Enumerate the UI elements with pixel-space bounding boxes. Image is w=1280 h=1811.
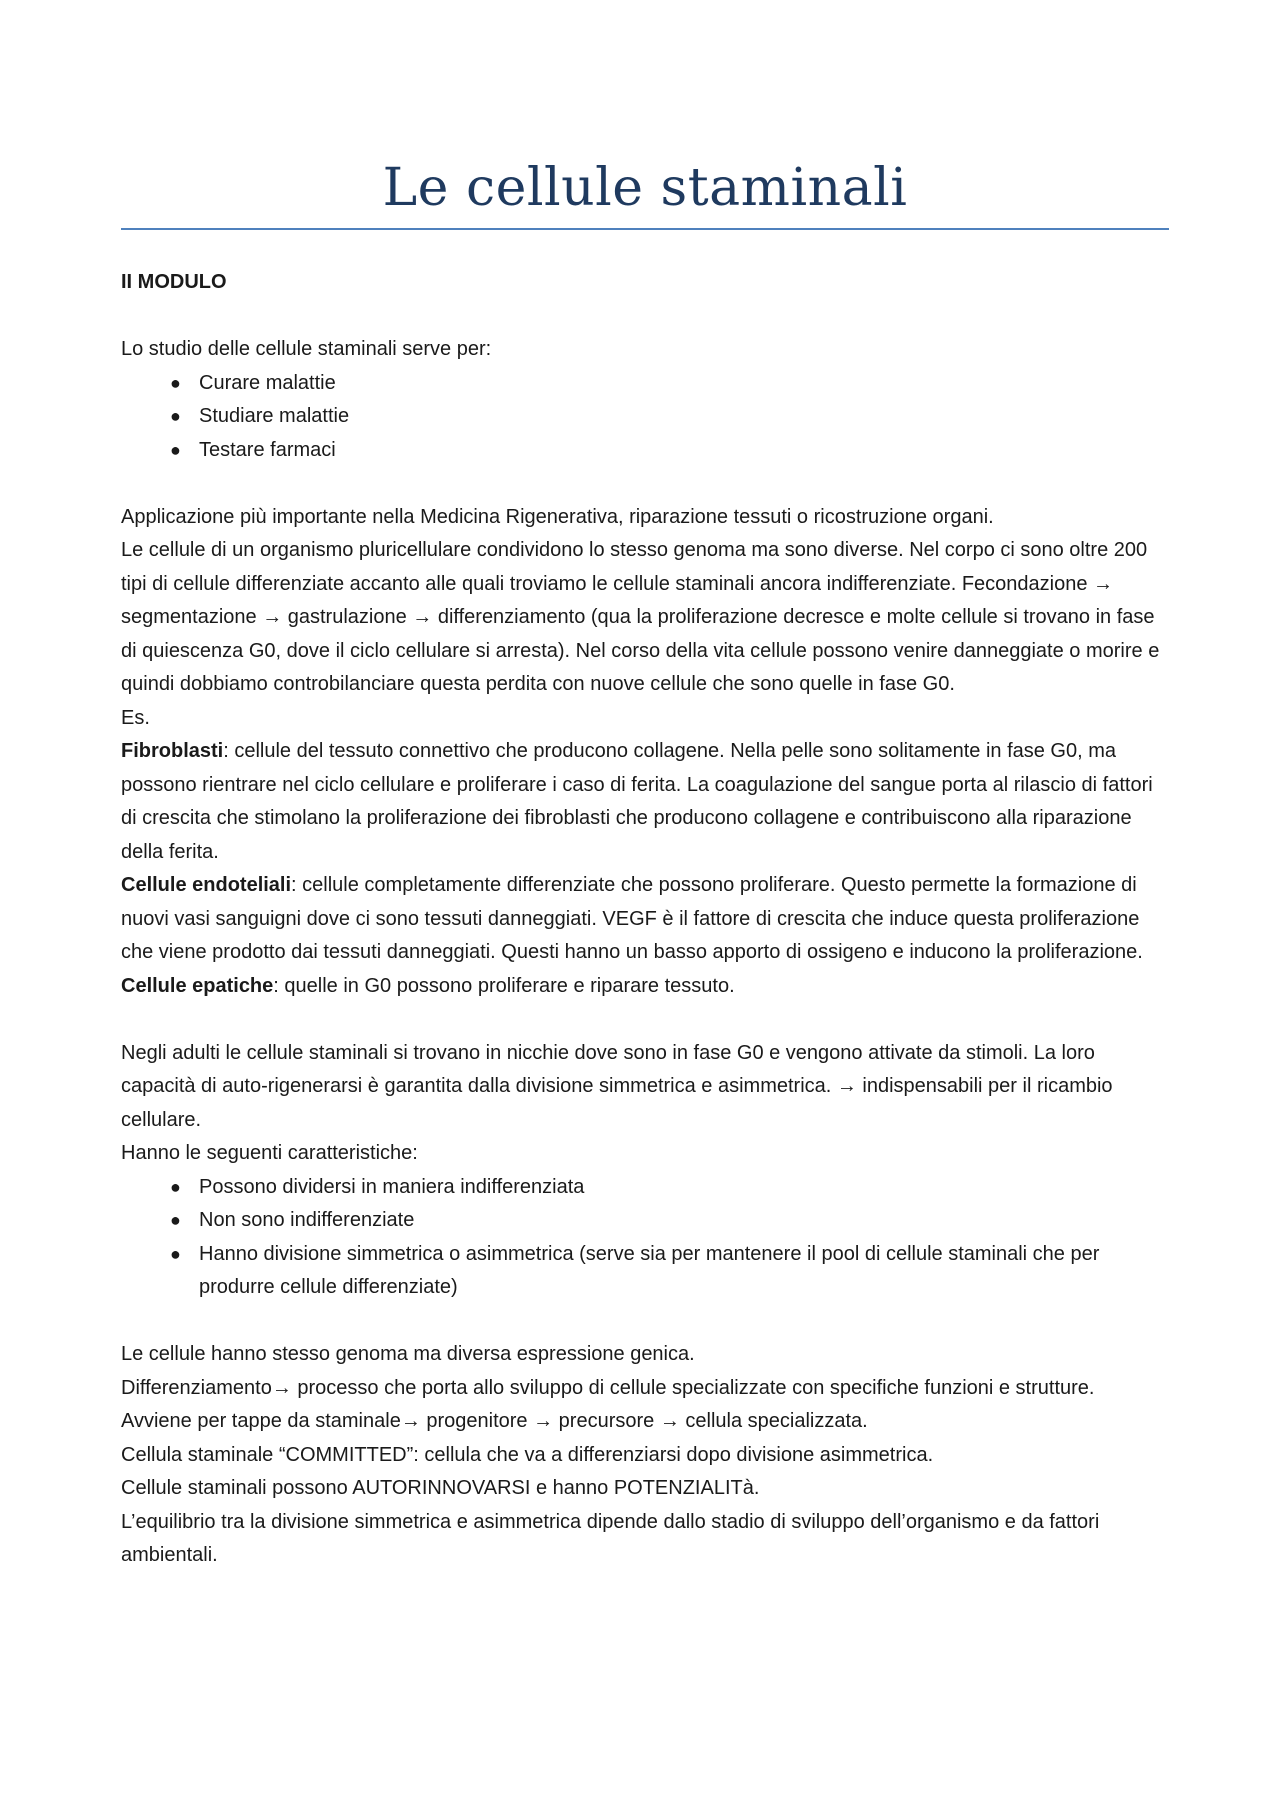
section1-intro: Lo studio delle cellule staminali serve per: xyxy=(121,338,492,360)
document-content xyxy=(121,0,1169,1573)
bullet-icon: ● xyxy=(170,1210,181,1230)
term-label: Fibroblasti xyxy=(121,740,224,762)
section4-line: Cellula staminale “COMMITTED”: cellula che va a differenziarsi dopo divisione asimmetrica. xyxy=(121,1443,934,1466)
section2-line: Applicazione più importante nella Medicina Rigenerativa, riparazione tessuti o ricostruzione organi. xyxy=(121,505,994,528)
section1-bullet-list xyxy=(121,367,1169,468)
section4-line: L’equilibrio tra la divisione simmetrica e asimmetrica dipende dallo stadio di sviluppo dell’organismo e da fattori ambientali. xyxy=(121,1510,1100,1566)
bullet-icon: ● xyxy=(170,372,181,393)
bullet-icon: ● xyxy=(170,439,181,460)
bullet-icon: ● xyxy=(170,406,181,426)
section4-line: Le cellule hanno stesso genoma ma diversa espressione genica. xyxy=(121,1343,695,1365)
section4-line: Cellule staminali possono AUTORINNOVARSI e hanno POTENZIALITà. xyxy=(121,1477,760,1499)
list-item: ● Curare malattie xyxy=(121,367,1169,401)
list-item: ● Studiare malattie xyxy=(121,400,1169,434)
list-item: ● Testare farmaci xyxy=(121,434,1169,468)
section4-line: Differenziamento→ processo che porta allo sviluppo di cellule specializzate con specifiche funzioni e strutture. Avviene per tappe da staminale→ progenitore → precursore → cellula specializzata. xyxy=(121,1376,1095,1432)
fibroblasti-paragraph: Fibroblasti: cellule del tessuto connettivo che producono collagene. Nella pelle sono solitamente in fase G0, ma possono rientrare nel ciclo cellulare e proliferare i caso di ferita. La coagulazione del sangue porta al rilascio di fattori di crescita che stimolano la proliferazione dei fibroblasti che producono collagene e contribuiscono alla riparazione della ferita. xyxy=(121,740,1153,863)
epatiche-paragraph: Cellule epatiche: quelle in G0 possono proliferare e riparare tessuto. xyxy=(121,974,735,997)
list-item: ● Hanno divisione simmetrica o asimmetrica (serve sia per mantenere il pool di cellule staminali che per produrre cellule differenziate) xyxy=(121,1238,1169,1305)
title-underline xyxy=(121,228,1169,230)
blank-line xyxy=(121,1305,1169,1339)
section3-intro: Hanno le seguenti caratteristiche: xyxy=(121,1142,418,1164)
list-item: ● Non sono indifferenziate xyxy=(121,1204,1169,1238)
section3-bullet-list xyxy=(121,1171,1169,1305)
term-label: Cellule epatiche xyxy=(121,974,274,997)
bullet-icon: ● xyxy=(170,1243,181,1264)
blank-line xyxy=(121,467,1169,501)
module-heading: II MODULO xyxy=(121,271,227,293)
blank-line xyxy=(121,1003,1169,1037)
bullet-icon: ● xyxy=(170,1176,181,1197)
list-item: ● Possono dividersi in maniera indifferenziata xyxy=(121,1171,1169,1205)
section3-paragraph: Negli adulti le cellule staminali si trovano in nicchie dove sono in fase G0 e vengono attivate da stimoli. La loro capacità di auto-rigenerarsi è garantita dalla divisione simmetrica e asimmetrica. → indispensabili per il ricambio cellulare. xyxy=(121,1041,1113,1131)
blank-line xyxy=(121,300,1169,334)
term-label: Cellule endoteliali xyxy=(121,874,292,896)
section2-line: Le cellule di un organismo pluricellulare condividono lo stesso genoma ma sono diverse. Nel corpo ci sono oltre 200 tipi di cellule differenziate accanto alle quali troviamo le cellule staminali ancora indifferenziate. Fecondazione → segmentazione → gastrulazione → differenziamento (qua la proliferazione decresce e molte cellule si trovano in fase di quiescenza G0, dove il ciclo cellulare si arresta). Nel corso della vita cellule possono venire danneggiate o morire e quindi dobbiamo controbilanciare questa perdita con nuove cellule che sono quelle in fase G0. xyxy=(121,539,1160,695)
section2-line: Es. xyxy=(121,706,150,729)
page-title: Le cellule staminali xyxy=(382,158,908,218)
endoteliali-paragraph: Cellule endoteliali: cellule completamente differenziate che possono proliferare. Questo permette la formazione di nuovi vasi sanguigni dove ci sono tessuti danneggiati. VEGF è il fattore di crescita che induce questa proliferazione che viene prodotto dai tessuti danneggiati. Questi hanno un basso apporto di ossigeno e inducono la proliferazione. xyxy=(121,874,1143,963)
body-text xyxy=(121,266,1169,1573)
